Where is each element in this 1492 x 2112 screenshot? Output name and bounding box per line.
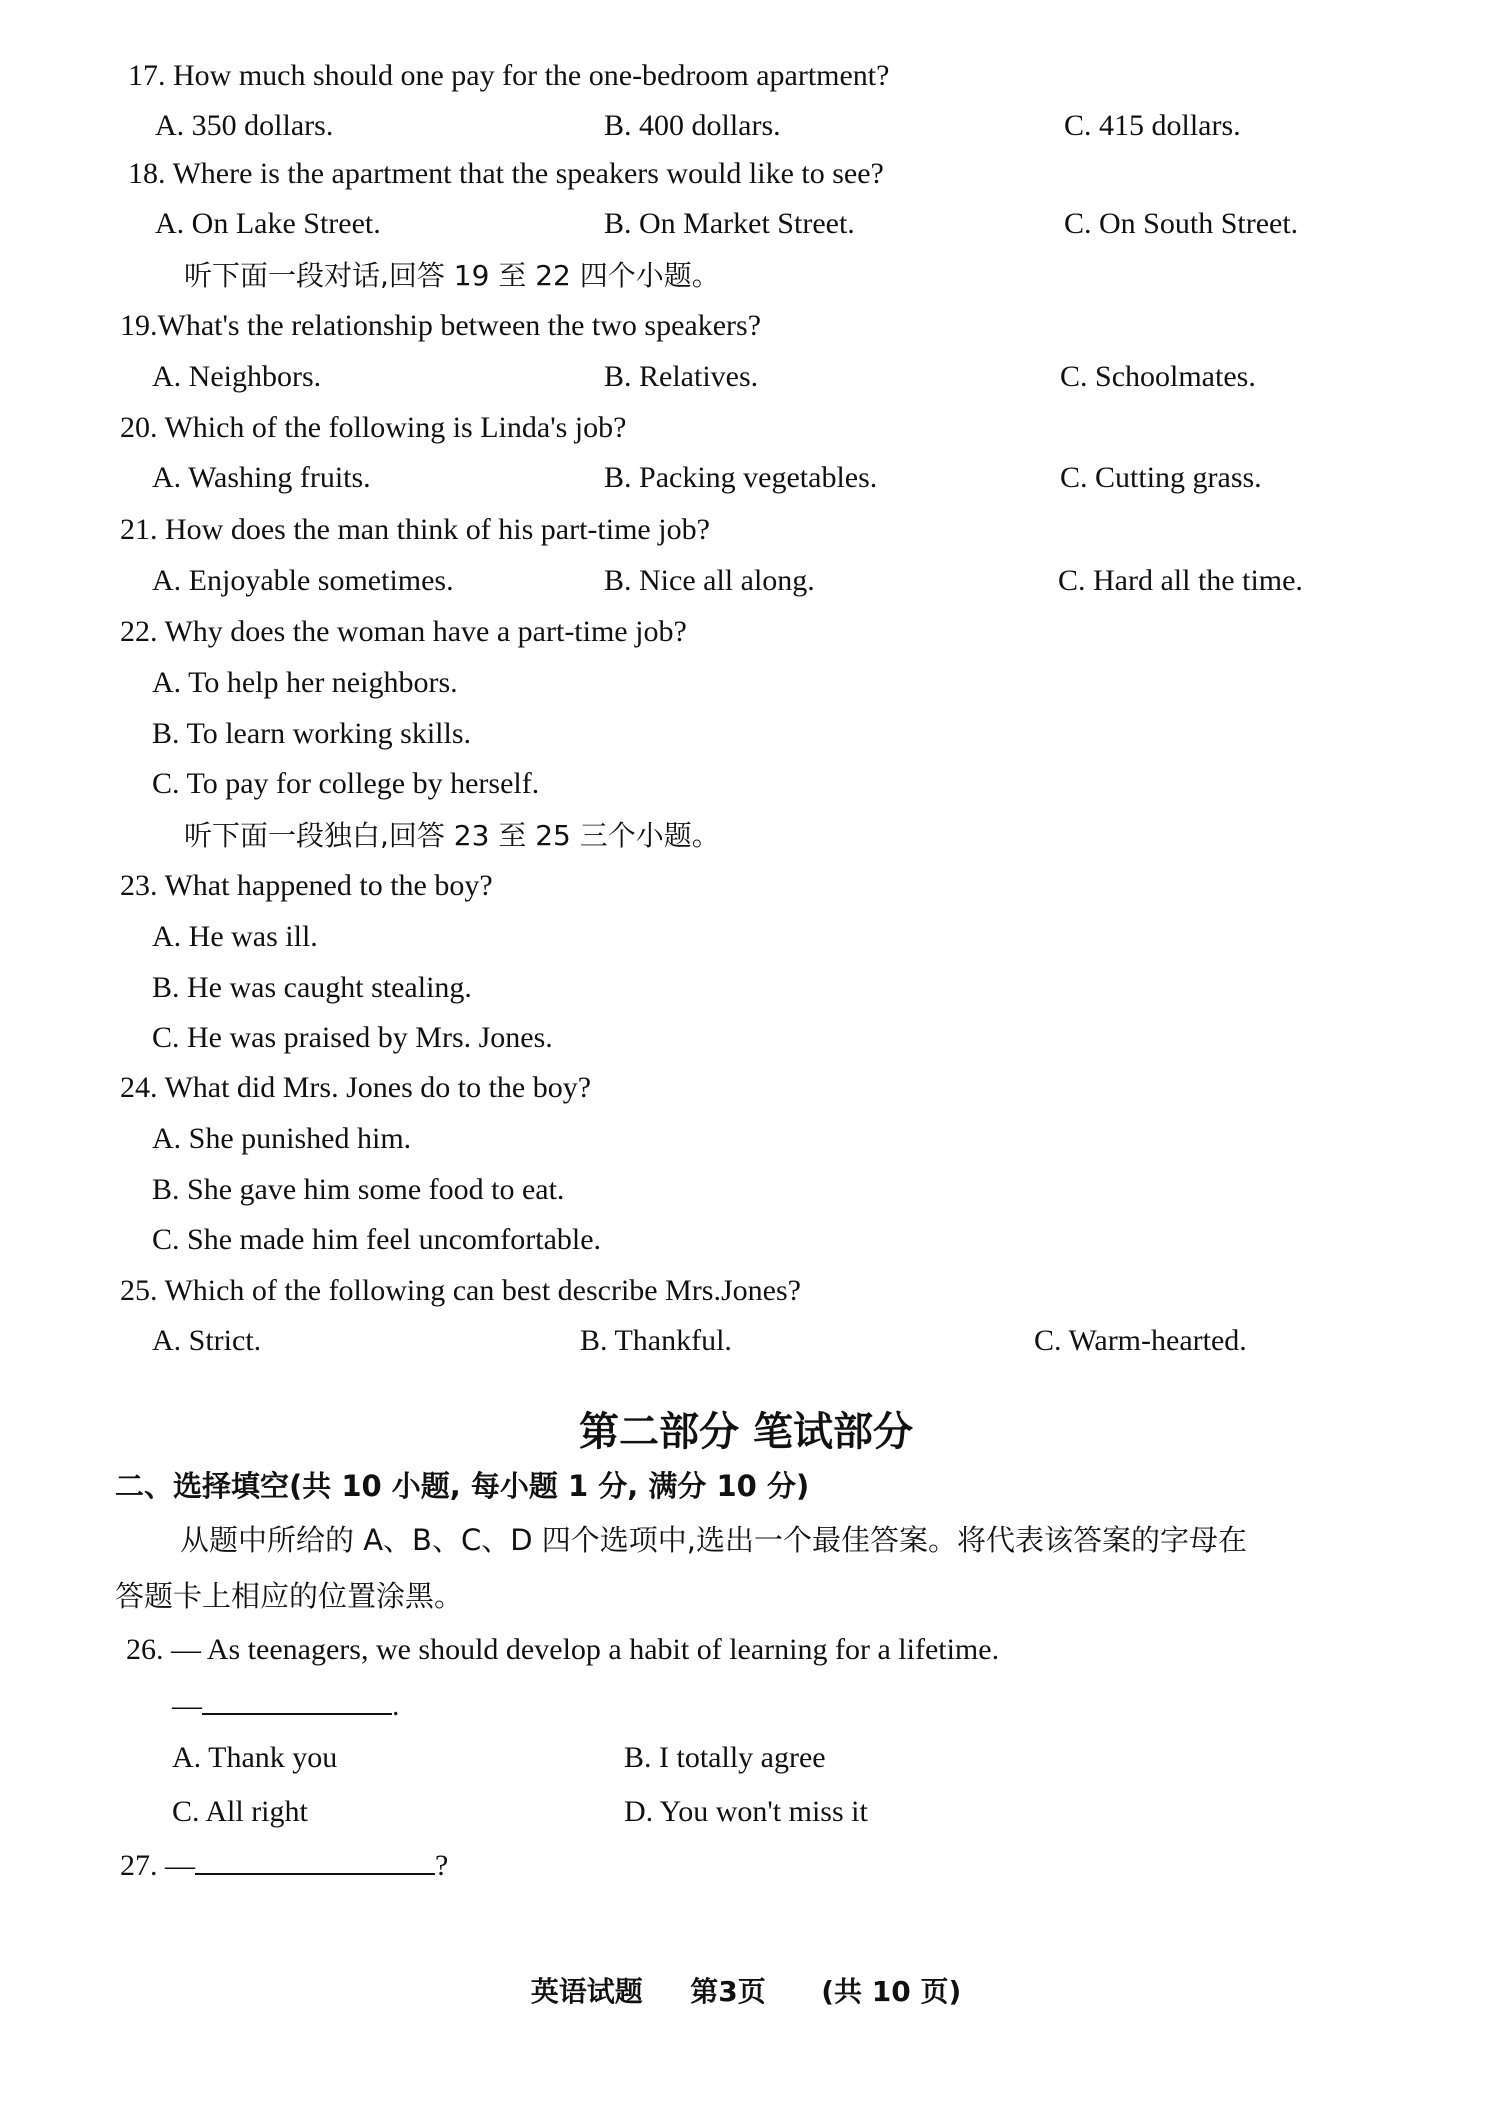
question-23-option-a: A. He was ill. xyxy=(152,920,318,953)
question-18-option-a: A. On Lake Street. xyxy=(155,207,381,240)
question-20-option-a: A. Washing fruits. xyxy=(152,461,371,494)
question-23-option-b: B. He was caught stealing. xyxy=(152,971,472,1004)
instruction-19-22: 听下面一段对话,回答 19 至 22 四个小题。 xyxy=(184,259,720,292)
question-20-option-b: B. Packing vegetables. xyxy=(604,461,878,494)
question-17-option-b: B. 400 dollars. xyxy=(604,109,781,142)
section-2-instruction-line-2: 答题卡上相应的位置涂黑。 xyxy=(115,1579,464,1613)
question-27-stem xyxy=(120,1846,448,1886)
instruction-23-25: 听下面一段独白,回答 23 至 25 三个小题。 xyxy=(184,819,720,852)
question-26-option-b: B. I totally agree xyxy=(624,1741,826,1774)
question-17-option-a: A. 350 dollars. xyxy=(155,109,334,142)
section-2-heading: 二、选择填空(共 10 小题, 每小题 1 分, 满分 10 分) xyxy=(115,1469,810,1503)
question-18-option-b: B. On Market Street. xyxy=(604,207,855,240)
question-19-option-a: A. Neighbors. xyxy=(152,360,322,393)
footer-total-pages: (共 10 页) xyxy=(821,1975,962,2008)
footer-page-number: 第3页 xyxy=(690,1975,766,2008)
question-25-option-b: B. Thankful. xyxy=(580,1324,732,1357)
question-22-stem: 22. Why does the woman have a part-time job? xyxy=(120,615,687,648)
section-2-instruction-line-1: 从题中所给的 A、B、C、D 四个选项中,选出一个最佳答案。将代表该答案的字母在 xyxy=(180,1523,1247,1557)
question-26-reply xyxy=(172,1686,400,1726)
question-27-number: 27. — xyxy=(120,1849,195,1882)
question-22-option-a: A. To help her neighbors. xyxy=(152,666,458,699)
question-24-stem: 24. What did Mrs. Jones do to the boy? xyxy=(120,1071,592,1104)
question-21-option-a: A. Enjoyable sometimes. xyxy=(152,564,454,597)
question-23-stem: 23. What happened to the boy? xyxy=(120,869,493,902)
footer-subject: 英语试题 xyxy=(530,1975,643,2008)
question-23-option-c: C. He was praised by Mrs. Jones. xyxy=(152,1021,553,1054)
question-26-reply-end: . xyxy=(392,1689,400,1722)
question-21-stem: 21. How does the man think of his part-time job? xyxy=(120,513,710,546)
question-20-option-c: C. Cutting grass. xyxy=(1060,461,1262,494)
question-18-stem: 18. Where is the apartment that the speakers would like to see? xyxy=(128,157,884,190)
question-20-stem: 20. Which of the following is Linda's job? xyxy=(120,411,627,444)
question-26-option-d: D. You won't miss it xyxy=(624,1795,868,1828)
question-21-option-c: C. Hard all the time. xyxy=(1058,564,1303,597)
answer-blank xyxy=(202,1687,392,1715)
question-18-option-c: C. On South Street. xyxy=(1064,207,1299,240)
question-19-option-b: B. Relatives. xyxy=(604,360,759,393)
question-21-option-b: B. Nice all along. xyxy=(604,564,815,597)
question-17-option-c: C. 415 dollars. xyxy=(1064,109,1241,142)
question-24-option-c: C. She made him feel uncomfortable. xyxy=(152,1223,602,1256)
part-2-title: 第二部分 笔试部分 xyxy=(579,1409,913,1455)
question-24-option-b: B. She gave him some food to eat. xyxy=(152,1173,565,1206)
question-19-option-c: C. Schoolmates. xyxy=(1060,360,1256,393)
question-22-option-b: B. To learn working skills. xyxy=(152,717,471,750)
question-19-stem: 19.What's the relationship between the two speakers? xyxy=(120,309,762,342)
question-24-option-a: A. She punished him. xyxy=(152,1122,412,1155)
question-22-option-c: C. To pay for college by herself. xyxy=(152,767,540,800)
question-26-reply-dash: — xyxy=(172,1689,202,1722)
question-26-option-a: A. Thank you xyxy=(172,1741,338,1774)
question-25-option-a: A. Strict. xyxy=(152,1324,262,1357)
page-footer xyxy=(0,1970,1492,2010)
question-27-mark: ? xyxy=(435,1849,449,1882)
question-26-option-c: C. All right xyxy=(172,1795,308,1828)
question-17-stem: 17. How much should one pay for the one-bedroom apartment? xyxy=(128,59,890,92)
question-25-stem: 25. Which of the following can best describe Mrs.Jones? xyxy=(120,1274,801,1307)
question-25-option-c: C. Warm-hearted. xyxy=(1034,1324,1247,1357)
answer-blank xyxy=(195,1847,435,1875)
question-26-stem: 26. — As teenagers, we should develop a habit of learning for a lifetime. xyxy=(126,1633,1000,1666)
